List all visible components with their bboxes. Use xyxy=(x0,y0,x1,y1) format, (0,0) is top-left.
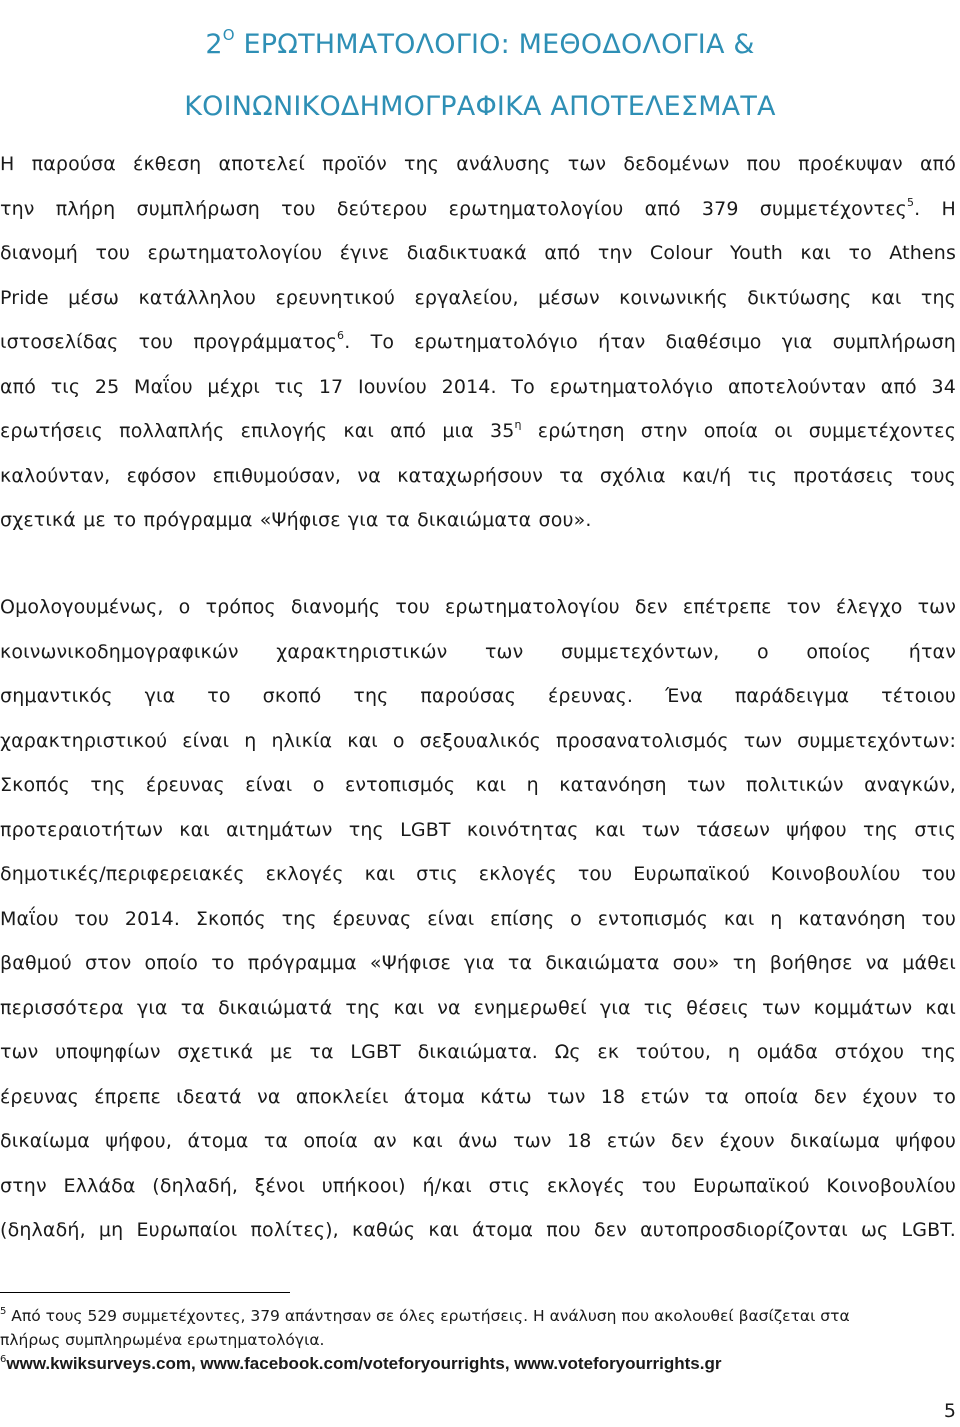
text-span: ιστοσελίδας του προγράμματος xyxy=(0,331,338,353)
heading-line-2: ΚΟΙΝΩΝΙΚΟΔΗΜΟΓΡΑΦΙΚΑ ΑΠΟΤΕΛΕΣΜΑΤΑ xyxy=(184,91,776,122)
text-line: από τις 25 Μαΐου μέχρι τις 17 Ιουνίου 2014. Το ερωτηματολόγιο αποτελούνταν από 34 xyxy=(0,375,956,398)
footnote-mark-6: 6 xyxy=(0,1354,7,1365)
text-line: Μαΐου του 2014. Σκοπός της έρευνας είναι επίσης ο εντοπισμός και η κατανόηση του xyxy=(0,907,956,930)
text-line: περισσότερα για τα δικαιώματά της και να ενημερωθεί για τις θέσεις των κομμάτων και xyxy=(0,996,956,1019)
section-heading xyxy=(0,4,960,138)
text-line: Pride μέσω κατάλληλου ερευνητικού εργαλείου, μέσων κοινωνικής δικτύωσης και της xyxy=(0,286,956,309)
text-line: των υποψηφίων σχετικά με τα LGBT δικαιώματα. Ως εκ τούτου, η ομάδα στόχου της xyxy=(0,1041,956,1063)
text-line: χαρακτηριστικού είναι η ηλικία και ο σεξουαλικός προσανατολισμός των συμμετεχόντων: xyxy=(0,729,956,752)
text-line: διανομή του ερωτηματολογίου έγινε διαδικτυακά από την Colour Youth και το Athens xyxy=(0,242,956,264)
footnote-separator xyxy=(0,1292,290,1293)
footnote-5-text: Από τους 529 συμμετέχοντες, 379 απάντησαν σε όλες ερωτήσεις. Η ανάλυση που ακολουθεί βασίζεται στα xyxy=(6,1307,850,1325)
text-span: ερωτήσεις πολλαπλής επιλογής και από μια 35 xyxy=(0,420,515,442)
footnote-6-links[interactable]: www.kwiksurveys.com, www.facebook.com/voteforyourrights, www.voteforyourrights.gr xyxy=(6,1354,722,1373)
paragraph-methodology xyxy=(0,142,956,543)
footnote-mark-5: 5 xyxy=(0,1306,7,1317)
text-span: ερώτηση στην οποία οι συμμετέχοντες xyxy=(521,420,956,442)
text-line: στην Ελλάδα (δηλαδή, ξένοι υπήκοοι) ή/και στις εκλογές του Ευρωπαϊκού Κοινοβουλίου xyxy=(0,1174,956,1197)
footnote-5-continuation: πλήρως συμπληρωμένα ερωτηματολόγια. xyxy=(0,1331,325,1349)
text-line: Η παρούσα έκθεση αποτελεί προϊόν της ανάλυσης των δεδομένων που προέκυψαν από xyxy=(0,153,956,175)
heading-number-superscript: Ο xyxy=(222,26,235,44)
text-line: δικαίωμα ψήφου, άτομα τα οποία αν και άνω των 18 ετών δεν έχουν δικαίωμα ψήφου xyxy=(0,1130,956,1152)
ordinal-superscript: η xyxy=(514,418,522,431)
text-line: δημοτικές/περιφερειακές εκλογές και στις εκλογές του Ευρωπαϊκού Κοινοβουλίου του xyxy=(0,863,956,885)
heading-number: 2 xyxy=(205,29,223,60)
text-line xyxy=(0,409,956,454)
text-line: κοινωνικοδημογραφικών χαρακτηριστικών των συμμετεχόντων, ο οποίος ήταν xyxy=(0,640,956,663)
text-line xyxy=(0,320,956,365)
text-line: έρευνας έπρεπε ιδεατά να αποκλείει άτομα κάτω των 18 ετών τα οποία δεν έχουν το xyxy=(0,1085,956,1108)
text-span: την πλήρη συμπλήρωση του δεύτερου ερωτηματολογίου από 379 συμμετέχοντες xyxy=(0,197,907,220)
footnotes xyxy=(0,1304,956,1376)
heading-text-1: ΕΡΩΤΗΜΑΤΟΛΟΓΙΟ: ΜΕΘΟΔΟΛΟΓΙΑ & xyxy=(234,29,755,60)
footnote-5 xyxy=(0,1304,956,1328)
text-line: καλούνταν, εφόσον επιθυμούσαν, να καταχωρήσουν τα σχόλια και/ή τις προτάσεις τους xyxy=(0,464,956,487)
heading-line-1 xyxy=(0,4,960,76)
text-line: Ομολογουμένως, ο τρόπος διανομής του ερωτηματολογίου δεν επέτρεπε τον έλεγχο των xyxy=(0,596,956,618)
text-line: προτεραιοτήτων και αιτημάτων της LGBT κοινότητας και των τάσεων ψήφου της στις xyxy=(0,818,956,841)
text-line: βαθμού στον οποίο το πρόγραμμα «Ψήφισε για τα δικαιώματα σου» τη βοήθησε να μάθει xyxy=(0,952,956,974)
paragraph-sociodemographics xyxy=(0,585,956,1253)
page-number: 5 xyxy=(943,1400,956,1422)
text-span: . Η xyxy=(914,197,956,220)
footnote-6 xyxy=(0,1352,956,1376)
footnote-ref-5: 5 xyxy=(906,195,915,209)
text-line: σημαντικός για το σκοπό της παρούσας έρευνας. Ένα παράδειγμα τέτοιου xyxy=(0,685,956,707)
text-span: . Το ερωτηματολόγιο ήταν διαθέσιμο για συμπλήρωση xyxy=(344,331,956,353)
text-line: Σκοπός της έρευνας είναι ο εντοπισμός και η κατανόηση των πολιτικών αναγκών, xyxy=(0,774,956,796)
text-line: (δηλαδή, μη Ευρωπαίοι πολίτες), καθώς και άτομα που δεν αυτοπροσδιορίζονται ως LGBT. xyxy=(0,1219,956,1241)
text-line xyxy=(0,187,956,232)
footnote-ref-6: 6 xyxy=(337,329,345,342)
text-line: σχετικά με το πρόγραμμα «Ψήφισε για τα δικαιώματα σου». xyxy=(0,509,592,531)
